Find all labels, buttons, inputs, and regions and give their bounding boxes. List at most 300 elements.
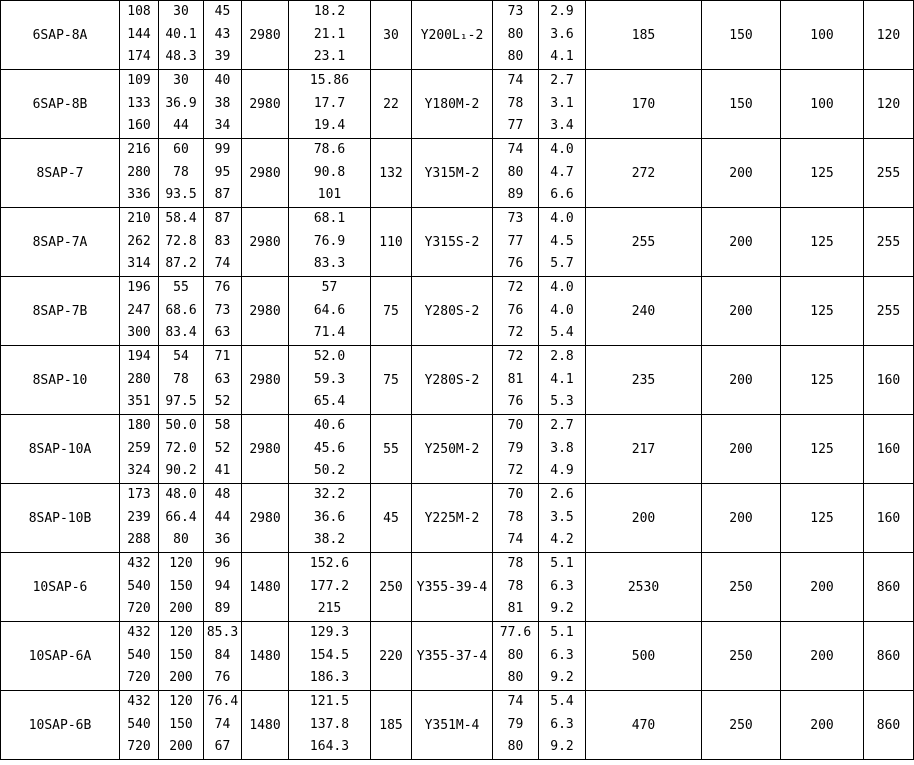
cell-value: 150 (169, 716, 193, 732)
cell-value: 59.3 (313, 371, 346, 387)
table-row (1, 1, 914, 70)
last-value-cell: 120 (864, 70, 914, 139)
cell-value: 95 (214, 164, 231, 180)
cell-value: 30 (173, 73, 189, 89)
motor-model-cell: Y355-37-4 (412, 622, 493, 691)
cell-value: 58 (214, 418, 231, 434)
head-cell (204, 70, 242, 139)
outlet-diameter-cell: 200 (781, 553, 864, 622)
cell-value: 144 (127, 26, 151, 42)
table-row (1, 139, 914, 208)
cell-value: 4.1 (550, 49, 574, 65)
weight-cell: 200 (586, 484, 702, 553)
cell-value: 4.2 (550, 532, 574, 548)
cell-value: 78.6 (313, 142, 346, 158)
cell-value: 80 (507, 49, 524, 65)
pump-model-cell: 10SAP-6 (1, 553, 120, 622)
last-value-cell: 860 (864, 553, 914, 622)
cell-value: 87 (214, 187, 231, 203)
cell-value: 87.2 (165, 256, 197, 272)
cell-value: 120 (169, 556, 193, 572)
speed-cell: 2980 (242, 1, 289, 70)
cell-value: 19.4 (313, 118, 346, 134)
npsh-cell (539, 553, 586, 622)
cell-value: 4.0 (550, 302, 574, 318)
cell-value: 65.4 (313, 394, 346, 410)
cell-value: 5.3 (550, 394, 574, 410)
last-value-cell: 255 (864, 277, 914, 346)
flow-secondary-cell (159, 346, 204, 415)
weight-cell: 185 (586, 1, 702, 70)
cell-value: 77 (507, 233, 524, 249)
flow-cell (120, 70, 159, 139)
outlet-diameter-cell: 200 (781, 691, 864, 760)
cell-value: 133 (127, 95, 151, 111)
cell-value: 54 (173, 349, 189, 365)
cell-value: 200 (169, 739, 193, 755)
cell-value: 34 (214, 118, 231, 134)
cell-value: 5.1 (550, 625, 574, 641)
pump-model-cell: 8SAP-7A (1, 208, 120, 277)
inlet-diameter-cell: 150 (702, 70, 781, 139)
last-value-cell: 160 (864, 346, 914, 415)
motor-model-cell: Y280S-2 (412, 346, 493, 415)
cell-value: 74 (507, 142, 524, 158)
flow-cell (120, 346, 159, 415)
cell-value: 4.0 (550, 211, 574, 227)
pump-model-cell: 10SAP-6A (1, 622, 120, 691)
inlet-diameter-cell: 200 (702, 415, 781, 484)
pump-model-cell: 8SAP-10A (1, 415, 120, 484)
flow-secondary-cell (159, 415, 204, 484)
cell-value: 17.7 (313, 95, 346, 111)
cell-value: 57 (321, 280, 338, 296)
cell-value: 6.3 (550, 578, 574, 594)
cell-value: 3.4 (550, 118, 574, 134)
inlet-diameter-cell: 250 (702, 622, 781, 691)
cell-value: 4.1 (550, 371, 574, 387)
cell-value: 9.2 (550, 670, 574, 686)
motor-model-cell: Y200L₁-2 (412, 1, 493, 70)
cell-value: 259 (127, 440, 151, 456)
flow-secondary-cell (159, 553, 204, 622)
cell-value: 280 (127, 371, 151, 387)
cell-value: 80 (507, 670, 524, 686)
cell-value: 48 (214, 487, 231, 503)
last-value-cell: 255 (864, 139, 914, 208)
pump-model-cell: 8SAP-7 (1, 139, 120, 208)
cell-value: 78 (507, 95, 524, 111)
cell-value: 32.2 (313, 487, 346, 503)
motor-power-cell: 45 (371, 484, 412, 553)
cell-value: 152.6 (309, 556, 350, 572)
speed-cell: 2980 (242, 346, 289, 415)
cell-value: 48.0 (165, 487, 197, 503)
cell-value: 72 (507, 463, 524, 479)
cell-value: 720 (127, 601, 151, 617)
flow-secondary-cell (159, 484, 204, 553)
npsh-cell (539, 691, 586, 760)
cell-value: 180 (127, 418, 151, 434)
flow-secondary-cell (159, 139, 204, 208)
cell-value: 262 (127, 233, 151, 249)
cell-value: 540 (127, 716, 151, 732)
cell-value: 432 (127, 694, 151, 710)
cell-value: 36 (214, 532, 231, 548)
efficiency-cell (493, 277, 539, 346)
efficiency-cell (493, 1, 539, 70)
table-row (1, 553, 914, 622)
cell-value: 5.4 (550, 694, 574, 710)
cell-value: 215 (317, 601, 342, 617)
cell-value: 52 (214, 394, 231, 410)
cell-value: 52.0 (313, 349, 346, 365)
cell-value: 177.2 (309, 578, 350, 594)
cell-value: 120 (169, 625, 193, 641)
table-row (1, 691, 914, 760)
cell-value: 66.4 (165, 509, 197, 525)
cell-value: 58.4 (165, 211, 197, 227)
cell-value: 67 (214, 739, 231, 755)
weight-cell: 217 (586, 415, 702, 484)
outlet-diameter-cell: 125 (781, 415, 864, 484)
flow-cell (120, 208, 159, 277)
motor-power-cell: 185 (371, 691, 412, 760)
last-value-cell: 860 (864, 622, 914, 691)
motor-power-cell: 22 (371, 70, 412, 139)
cell-value: 164.3 (309, 739, 350, 755)
cell-value: 432 (127, 625, 151, 641)
pump-model-cell: 8SAP-7B (1, 277, 120, 346)
pump-model-cell: 6SAP-8A (1, 1, 120, 70)
cell-value: 39 (214, 49, 231, 65)
speed-cell: 2980 (242, 415, 289, 484)
cell-value: 52 (214, 440, 231, 456)
npsh-cell (539, 277, 586, 346)
cell-value: 2.8 (550, 349, 574, 365)
head-cell (204, 139, 242, 208)
flow-secondary-cell (159, 1, 204, 70)
cell-value: 79 (507, 440, 524, 456)
shaft-power-cell (289, 139, 371, 208)
cell-value: 154.5 (309, 647, 350, 663)
cell-value: 4.0 (550, 142, 574, 158)
weight-cell: 272 (586, 139, 702, 208)
pump-model-cell: 8SAP-10B (1, 484, 120, 553)
outlet-diameter-cell: 100 (781, 1, 864, 70)
inlet-diameter-cell: 200 (702, 208, 781, 277)
cell-value: 351 (127, 394, 151, 410)
head-cell (204, 553, 242, 622)
cell-value: 173 (127, 487, 151, 503)
cell-value: 72.0 (165, 440, 197, 456)
motor-power-cell: 55 (371, 415, 412, 484)
shaft-power-cell (289, 553, 371, 622)
pump-model-cell: 6SAP-8B (1, 70, 120, 139)
cell-value: 55 (173, 280, 189, 296)
cell-value: 72 (507, 280, 524, 296)
cell-value: 38 (214, 95, 231, 111)
cell-value: 68.6 (165, 302, 197, 318)
cell-value: 4.5 (550, 233, 574, 249)
cell-value: 6.3 (550, 647, 574, 663)
efficiency-cell (493, 70, 539, 139)
cell-value: 18.2 (313, 4, 346, 20)
head-cell (204, 691, 242, 760)
inlet-diameter-cell: 150 (702, 1, 781, 70)
cell-value: 540 (127, 578, 151, 594)
efficiency-cell (493, 208, 539, 277)
cell-value: 4.7 (550, 164, 574, 180)
cell-value: 2.9 (550, 4, 574, 20)
shaft-power-cell (289, 622, 371, 691)
cell-value: 74 (214, 256, 231, 272)
inlet-diameter-cell: 200 (702, 139, 781, 208)
cell-value: 324 (127, 463, 151, 479)
cell-value: 109 (127, 73, 151, 89)
cell-value: 85.3 (206, 625, 239, 641)
cell-value: 83 (214, 233, 231, 249)
cell-value: 76 (214, 670, 231, 686)
cell-value: 540 (127, 647, 151, 663)
last-value-cell: 160 (864, 484, 914, 553)
inlet-diameter-cell: 200 (702, 277, 781, 346)
weight-cell: 470 (586, 691, 702, 760)
cell-value: 89 (507, 187, 524, 203)
cell-value: 71 (214, 349, 231, 365)
npsh-cell (539, 346, 586, 415)
cell-value: 68.1 (313, 211, 346, 227)
shaft-power-cell (289, 277, 371, 346)
cell-value: 43 (214, 26, 231, 42)
cell-value: 2.7 (550, 418, 574, 434)
inlet-diameter-cell: 200 (702, 484, 781, 553)
cell-value: 40 (214, 73, 231, 89)
npsh-cell (539, 208, 586, 277)
last-value-cell: 120 (864, 1, 914, 70)
cell-value: 210 (127, 211, 151, 227)
cell-value: 720 (127, 670, 151, 686)
npsh-cell (539, 622, 586, 691)
motor-model-cell: Y355-39-4 (412, 553, 493, 622)
npsh-cell (539, 139, 586, 208)
pump-model-cell: 8SAP-10 (1, 346, 120, 415)
cell-value: 216 (127, 142, 151, 158)
cell-value: 80 (173, 532, 189, 548)
efficiency-cell (493, 553, 539, 622)
motor-model-cell: Y351M-4 (412, 691, 493, 760)
cell-value: 23.1 (313, 49, 346, 65)
cell-value: 2.6 (550, 487, 574, 503)
cell-value: 70 (507, 418, 524, 434)
cell-value: 72 (507, 349, 524, 365)
cell-value: 36.6 (313, 509, 346, 525)
cell-value: 45.6 (313, 440, 346, 456)
weight-cell: 240 (586, 277, 702, 346)
shaft-power-cell (289, 415, 371, 484)
cell-value: 314 (127, 256, 151, 272)
cell-value: 87 (214, 211, 231, 227)
speed-cell: 1480 (242, 691, 289, 760)
motor-model-cell: Y315S-2 (412, 208, 493, 277)
cell-value: 79 (507, 716, 524, 732)
cell-value: 78 (173, 371, 189, 387)
cell-value: 186.3 (309, 670, 350, 686)
cell-value: 74 (507, 532, 524, 548)
cell-value: 336 (127, 187, 151, 203)
cell-value: 83.4 (165, 325, 197, 341)
cell-value: 6.6 (550, 187, 574, 203)
outlet-diameter-cell: 125 (781, 346, 864, 415)
cell-value: 72 (507, 325, 524, 341)
cell-value: 120 (169, 694, 193, 710)
cell-value: 97.5 (165, 394, 197, 410)
cell-value: 6.3 (550, 716, 574, 732)
weight-cell: 235 (586, 346, 702, 415)
cell-value: 76 (507, 394, 524, 410)
cell-value: 38.2 (313, 532, 346, 548)
cell-value: 720 (127, 739, 151, 755)
cell-value: 3.5 (550, 509, 574, 525)
cell-value: 40.1 (165, 26, 197, 42)
cell-value: 96 (214, 556, 231, 572)
cell-value: 81 (507, 601, 524, 617)
cell-value: 80 (507, 164, 524, 180)
cell-value: 73 (507, 211, 524, 227)
shaft-power-cell (289, 484, 371, 553)
cell-value: 200 (169, 601, 193, 617)
flow-cell (120, 622, 159, 691)
head-cell (204, 208, 242, 277)
cell-value: 200 (169, 670, 193, 686)
flow-secondary-cell (159, 277, 204, 346)
npsh-cell (539, 484, 586, 553)
cell-value: 129.3 (309, 625, 350, 641)
cell-value: 74 (507, 694, 524, 710)
cell-value: 40.6 (313, 418, 346, 434)
cell-value: 94 (214, 578, 231, 594)
cell-value: 81 (507, 371, 524, 387)
motor-model-cell: Y180M-2 (412, 70, 493, 139)
motor-power-cell: 30 (371, 1, 412, 70)
cell-value: 3.1 (550, 95, 574, 111)
flow-secondary-cell (159, 622, 204, 691)
cell-value: 72.8 (165, 233, 197, 249)
cell-value: 76 (507, 256, 524, 272)
head-cell (204, 346, 242, 415)
cell-value: 3.8 (550, 440, 574, 456)
cell-value: 4.9 (550, 463, 574, 479)
cell-value: 76 (507, 302, 524, 318)
speed-cell: 2980 (242, 277, 289, 346)
cell-value: 121.5 (309, 694, 350, 710)
cell-value: 36.9 (165, 95, 197, 111)
efficiency-cell (493, 415, 539, 484)
cell-value: 76.9 (313, 233, 346, 249)
head-cell (204, 1, 242, 70)
cell-value: 76.4 (206, 694, 239, 710)
table-row (1, 208, 914, 277)
weight-cell: 255 (586, 208, 702, 277)
motor-power-cell: 75 (371, 346, 412, 415)
efficiency-cell (493, 484, 539, 553)
cell-value: 73 (507, 4, 524, 20)
speed-cell: 2980 (242, 484, 289, 553)
cell-value: 80 (507, 739, 524, 755)
weight-cell: 170 (586, 70, 702, 139)
motor-model-cell: Y280S-2 (412, 277, 493, 346)
last-value-cell: 255 (864, 208, 914, 277)
cell-value: 74 (214, 716, 231, 732)
motor-power-cell: 132 (371, 139, 412, 208)
cell-value: 90.2 (165, 463, 197, 479)
cell-value: 174 (127, 49, 151, 65)
flow-secondary-cell (159, 691, 204, 760)
cell-value: 41 (214, 463, 231, 479)
cell-value: 50.2 (313, 463, 346, 479)
inlet-diameter-cell: 200 (702, 346, 781, 415)
cell-value: 76 (214, 280, 231, 296)
npsh-cell (539, 415, 586, 484)
motor-power-cell: 220 (371, 622, 412, 691)
weight-cell: 500 (586, 622, 702, 691)
cell-value: 5.4 (550, 325, 574, 341)
shaft-power-cell (289, 346, 371, 415)
cell-value: 73 (214, 302, 231, 318)
cell-value: 280 (127, 164, 151, 180)
efficiency-cell (493, 139, 539, 208)
cell-value: 9.2 (550, 601, 574, 617)
cell-value: 64.6 (313, 302, 346, 318)
cell-value: 78 (507, 578, 524, 594)
cell-value: 84 (214, 647, 231, 663)
cell-value: 3.6 (550, 26, 574, 42)
shaft-power-cell (289, 208, 371, 277)
flow-cell (120, 1, 159, 70)
table-row (1, 484, 914, 553)
cell-value: 78 (507, 556, 524, 572)
speed-cell: 2980 (242, 70, 289, 139)
motor-power-cell: 250 (371, 553, 412, 622)
pump-model-cell: 10SAP-6B (1, 691, 120, 760)
last-value-cell: 860 (864, 691, 914, 760)
cell-value: 60 (173, 142, 189, 158)
cell-value: 44 (173, 118, 189, 134)
cell-value: 44 (214, 509, 231, 525)
table-row (1, 415, 914, 484)
speed-cell: 1480 (242, 622, 289, 691)
table-row (1, 622, 914, 691)
efficiency-cell (493, 691, 539, 760)
inlet-diameter-cell: 250 (702, 691, 781, 760)
cell-value: 194 (127, 349, 151, 365)
cell-value: 93.5 (165, 187, 197, 203)
cell-value: 15.86 (309, 73, 350, 89)
shaft-power-cell (289, 70, 371, 139)
motor-model-cell: Y250M-2 (412, 415, 493, 484)
table-row (1, 70, 914, 139)
outlet-diameter-cell: 200 (781, 622, 864, 691)
speed-cell: 2980 (242, 139, 289, 208)
cell-value: 90.8 (313, 164, 346, 180)
flow-cell (120, 277, 159, 346)
flow-cell (120, 415, 159, 484)
cell-value: 89 (214, 601, 231, 617)
cell-value: 50.0 (165, 418, 197, 434)
cell-value: 300 (127, 325, 151, 341)
flow-secondary-cell (159, 70, 204, 139)
cell-value: 137.8 (309, 716, 350, 732)
